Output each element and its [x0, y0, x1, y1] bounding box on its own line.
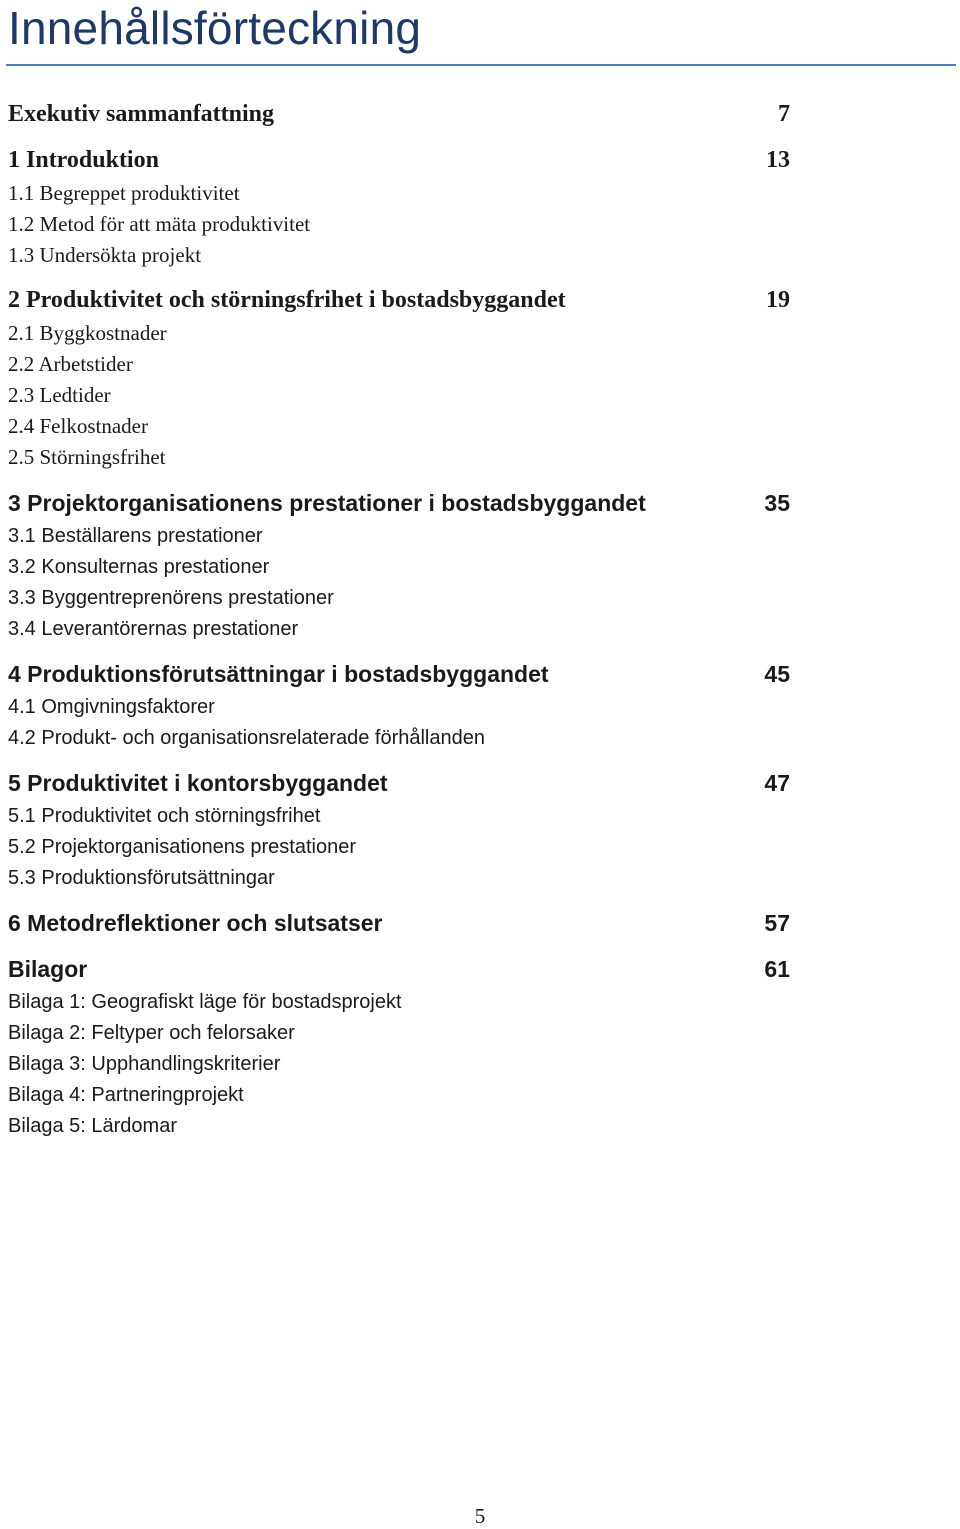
- toc-label: 2 Produktivitet och störningsfrihet i bostadsbyggandet: [8, 287, 566, 313]
- toc-label: 3.4 Leverantörernas prestationer: [8, 618, 299, 640]
- toc-label: 1 Introduktion: [8, 147, 159, 173]
- toc-label: 3.2 Konsulternas prestationer: [8, 556, 270, 578]
- toc-label: 4.1 Omgivningsfaktorer: [8, 696, 215, 718]
- toc-page: 19: [766, 287, 790, 313]
- toc-label: 2.2 Arbetstider: [8, 352, 133, 376]
- title-underline: [6, 64, 956, 66]
- toc-label: 2.5 Störningsfrihet: [8, 445, 166, 469]
- toc-label: 5.3 Produktionsförutsättningar: [8, 867, 275, 889]
- toc-label: Bilaga 3: Upphandlingskriterier: [8, 1053, 281, 1075]
- toc-page: 61: [764, 956, 790, 982]
- toc-page: 47: [764, 770, 790, 796]
- page-number: 5: [474, 1504, 486, 1528]
- toc-label: 2.1 Byggkostnader: [8, 321, 167, 345]
- toc-page: 7: [778, 101, 790, 127]
- toc-label: Bilaga 4: Partneringprojekt: [8, 1084, 244, 1106]
- toc-label: 4.2 Produkt- och organisationsrelaterade förhållanden: [8, 727, 485, 749]
- page-title: Innehållsförteckning: [8, 2, 422, 54]
- toc-page: 57: [764, 910, 790, 936]
- toc-label: 2.4 Felkostnader: [8, 414, 148, 438]
- toc-label: 1.1 Begreppet produktivitet: [8, 181, 240, 205]
- toc-label: 6 Metodreflektioner och slutsatser: [8, 910, 383, 936]
- toc-label: Bilaga 2: Feltyper och felorsaker: [8, 1022, 295, 1044]
- toc-label: 5.1 Produktivitet och störningsfrihet: [8, 805, 321, 827]
- toc-label: 3 Projektorganisationens prestationer i bostadsbyggandet: [8, 490, 646, 516]
- toc-label: Bilaga 5: Lärdomar: [8, 1115, 177, 1137]
- toc-label: 5 Produktivitet i kontorsbyggandet: [8, 770, 388, 796]
- toc-label: 3.1 Beställarens prestationer: [8, 525, 263, 547]
- toc-label: Bilagor: [8, 956, 88, 982]
- toc-page: 35: [764, 490, 790, 516]
- toc-label: 5.2 Projektorganisationens prestationer: [8, 836, 356, 858]
- toc-label: 1.3 Undersökta projekt: [8, 243, 202, 267]
- toc-label: 1.2 Metod för att mäta produktivitet: [8, 212, 311, 236]
- toc-label: 4 Produktionsförutsättningar i bostadsbyggandet: [8, 661, 549, 687]
- toc-page: 13: [766, 147, 790, 173]
- toc-label: 2.3 Ledtider: [8, 383, 111, 407]
- toc-label: Exekutiv sammanfattning: [8, 101, 275, 127]
- toc-label: 3.3 Byggentreprenörens prestationer: [8, 587, 334, 609]
- toc-page: 45: [764, 661, 790, 687]
- toc-label: Bilaga 1: Geografiskt läge för bostadsprojekt: [8, 991, 402, 1013]
